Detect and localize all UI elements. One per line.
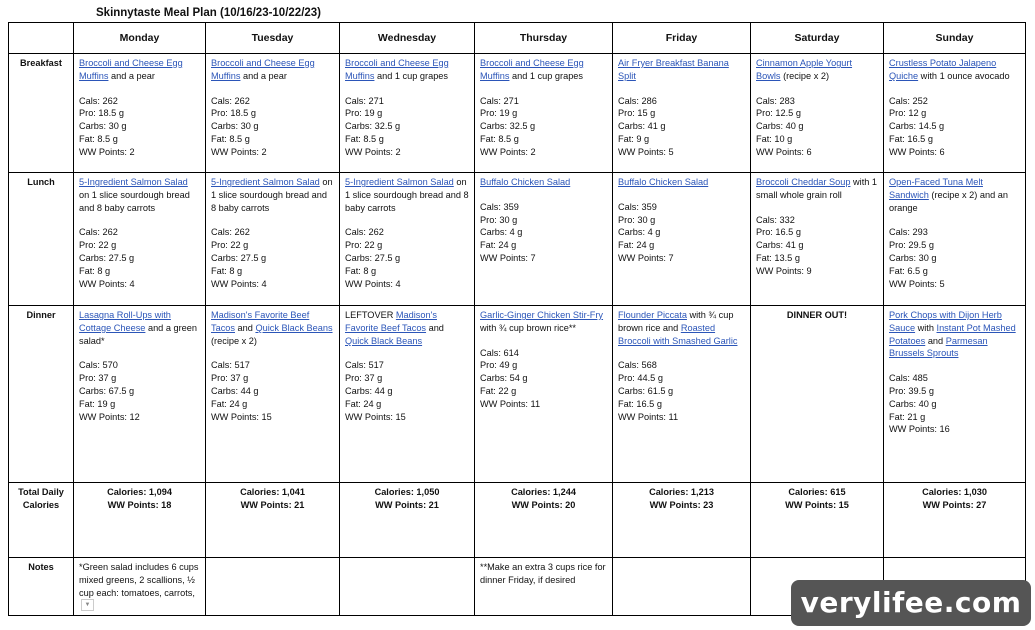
recipe-link[interactable]: Parmesan Brussels Sprouts — [889, 335, 988, 359]
row-label-dinner: Dinner — [9, 306, 74, 483]
breakfast-cell — [751, 54, 884, 173]
recipe-link[interactable]: Pork Chops with Dijon Herb Sauce — [889, 310, 1002, 333]
day-header: Sunday — [884, 23, 1026, 54]
row-label-breakfast: Breakfast — [9, 54, 74, 173]
nutrition-line: WW Points: 11 — [618, 411, 679, 422]
daily-ww-points: WW Points: 15 — [785, 499, 849, 510]
dinner-row — [9, 306, 1026, 483]
meal-description — [211, 57, 334, 83]
header-row — [9, 23, 1026, 54]
meal-description — [889, 176, 1020, 214]
dinner-cell — [884, 306, 1026, 483]
nutrition-line: Cals: 283 — [756, 95, 795, 106]
meal-description — [480, 176, 607, 189]
nutrition-line: WW Points: 7 — [618, 252, 674, 263]
note-cell — [613, 558, 751, 616]
daily-total-cell — [884, 483, 1026, 558]
nutrition-line: Fat: 10 g — [756, 133, 793, 144]
nutrition-line: WW Points: 9 — [756, 265, 812, 276]
lunch-cell — [884, 173, 1026, 306]
nutrition-line: Pro: 30 g — [480, 214, 518, 225]
daily-ww-points: WW Points: 20 — [511, 499, 576, 510]
nutrition-line: Carbs: 27.5 g — [345, 252, 401, 263]
nutrition-line: Carbs: 27.5 g — [79, 252, 135, 263]
nutrition-line: Pro: 49 g — [480, 360, 518, 371]
nutrition-line: Pro: 37 g — [211, 373, 249, 384]
nutrition-line: Pro: 12.5 g — [756, 108, 801, 119]
nutrition-stats — [756, 214, 878, 278]
nutrition-line: Cals: 517 — [345, 360, 384, 371]
recipe-link[interactable]: Quick Black Beans — [255, 322, 333, 333]
nutrition-line: WW Points: 16 — [889, 424, 950, 435]
daily-ww-points: WW Points: 23 — [649, 499, 714, 510]
daily-total-cell — [340, 483, 475, 558]
recipe-link[interactable]: 5-Ingredient Salmon Salad — [79, 177, 188, 187]
daily-calories: Calories: 1,030 — [922, 487, 987, 497]
dinner-cell — [613, 306, 751, 483]
nutrition-line: Carbs: 61.5 g — [618, 385, 674, 396]
nutrition-stats — [756, 95, 878, 159]
meal-description — [618, 57, 745, 83]
nutrition-line: Fat: 24 g — [618, 240, 655, 251]
daily-ww-points: WW Points: 27 — [922, 499, 987, 510]
nutrition-line: Pro: 19 g — [345, 108, 383, 119]
nutrition-line: Cals: 262 — [211, 227, 250, 238]
day-header: Saturday — [751, 23, 884, 54]
lunch-cell — [751, 173, 884, 306]
meal-text: and a pear — [108, 70, 155, 81]
daily-ww-points: WW Points: 21 — [375, 499, 439, 510]
nutrition-line: Cals: 359 — [618, 201, 657, 212]
nutrition-line: Pro: 18.5 g — [79, 108, 124, 119]
nutrition-line: Carbs: 30 g — [211, 121, 259, 132]
meal-description — [345, 57, 469, 83]
row-label-lunch: Lunch — [9, 173, 74, 306]
row-label-total: Total Daily Calories — [9, 483, 74, 558]
meal-text: and 1 cup grapes — [509, 70, 584, 81]
recipe-link[interactable]: Cinnamon Apple Yogurt Bowls — [756, 58, 853, 81]
breakfast-cell — [206, 54, 340, 173]
recipe-link[interactable]: Crustless Potato Jalapeno Quiche — [889, 58, 997, 81]
nutrition-line: WW Points: 4 — [211, 278, 267, 289]
day-header: Wednesday — [340, 23, 475, 54]
meal-text: with 1 small whole grain roll — [756, 177, 878, 200]
meal-text: LEFTOVER — [345, 310, 396, 320]
corner-cell — [9, 23, 74, 54]
note-text: *Green salad includes 6 cups mixed greens, 2 scallions, ½ cup each: tomatoes, carrots, — [79, 562, 199, 598]
meal-text: on 1 slice sourdough bread and 8 baby carrots — [345, 177, 469, 213]
nutrition-line: WW Points: 4 — [79, 278, 135, 289]
nutrition-line: Fat: 19 g — [79, 398, 116, 409]
recipe-link[interactable]: 5-Ingredient Salmon Salad — [211, 177, 320, 187]
nutrition-line: Pro: 15 g — [618, 108, 656, 119]
meal-description — [618, 176, 745, 189]
nutrition-stats — [889, 95, 1020, 159]
recipe-link[interactable]: Buffalo Chicken Salad — [480, 177, 571, 187]
meal-plan-table — [8, 22, 1026, 616]
nutrition-line: Cals: 332 — [756, 214, 795, 225]
meal-text: and — [426, 322, 444, 333]
meal-text: with ¾ cup brown rice** — [480, 322, 577, 333]
nutrition-line: Fat: 6.5 g — [889, 265, 928, 276]
nutrition-line: Cals: 570 — [79, 360, 118, 371]
meal-description — [79, 176, 200, 214]
meal-text: with 1 ounce avocado — [918, 70, 1010, 81]
total-row — [9, 483, 1026, 558]
lunch-cell — [613, 173, 751, 306]
meal-description — [756, 176, 878, 202]
nutrition-line: Cals: 262 — [345, 227, 384, 238]
nutrition-stats — [211, 359, 334, 423]
nutrition-stats — [618, 359, 745, 423]
lunch-cell — [475, 173, 613, 306]
recipe-link[interactable]: Instant Pot Mashed Potatoes — [889, 322, 1016, 346]
watermark: verylifee.com — [791, 580, 1031, 626]
daily-calories: Calories: 1,094 — [107, 487, 172, 497]
dinner-cell — [340, 306, 475, 483]
meal-text: and — [925, 335, 946, 346]
nutrition-line: Pro: 30 g — [618, 214, 656, 225]
page-title: Skinnytaste Meal Plan (10/16/23-10/22/23) — [96, 7, 322, 19]
nutrition-line: Carbs: 40 g — [889, 398, 937, 409]
breakfast-cell — [340, 54, 475, 173]
meal-description — [756, 57, 878, 83]
row-label-notes: Notes — [9, 558, 74, 616]
nutrition-line: Pro: 44.5 g — [618, 373, 663, 384]
nutrition-line: Fat: 16.5 g — [889, 133, 933, 144]
meal-text: on 1 slice sourdough bread and 8 baby carrots — [211, 177, 333, 213]
note-cell — [340, 558, 475, 616]
nutrition-line: Pro: 22 g — [345, 240, 383, 251]
day-header: Monday — [74, 23, 206, 54]
recipe-link[interactable]: Air Fryer Breakfast Banana Split — [618, 58, 729, 81]
note-cell — [74, 558, 206, 616]
nutrition-line: Carbs: 67.5 g — [79, 385, 135, 396]
nutrition-line: Carbs: 41 g — [618, 121, 666, 132]
nutrition-line: Fat: 8 g — [345, 265, 377, 276]
recipe-link[interactable]: Madison's Favorite Beef Tacos — [345, 310, 437, 333]
nutrition-line: Carbs: 41 g — [756, 240, 804, 251]
nutrition-stats — [211, 226, 334, 290]
nutrition-line: Carbs: 30 g — [889, 252, 937, 263]
nutrition-line: WW Points: 11 — [480, 398, 541, 409]
nutrition-line: WW Points: 5 — [889, 278, 945, 289]
recipe-link[interactable]: Broccoli and Cheese Egg Muffins — [79, 58, 183, 81]
nutrition-line: WW Points: 5 — [618, 146, 674, 157]
breakfast-cell — [884, 54, 1026, 173]
recipe-link[interactable]: Madison's Favorite Beef Tacos — [211, 310, 310, 333]
nutrition-line: Fat: 8.5 g — [211, 133, 250, 144]
nutrition-line: Fat: 8.5 g — [480, 133, 519, 144]
meal-text: and a pear — [240, 70, 287, 81]
nutrition-line: Carbs: 44 g — [211, 385, 259, 396]
nutrition-line: Fat: 24 g — [480, 240, 517, 251]
meal-description — [480, 309, 607, 335]
meal-description — [889, 57, 1020, 83]
chevron-down-icon[interactable]: ▼ — [81, 599, 94, 611]
lunch-cell — [206, 173, 340, 306]
nutrition-line: Cals: 286 — [618, 95, 657, 106]
nutrition-line: Carbs: 4 g — [480, 227, 523, 238]
meal-text: and — [235, 322, 256, 333]
lunch-row — [9, 173, 1026, 306]
nutrition-line: Fat: 8.5 g — [345, 133, 384, 144]
daily-total-cell — [475, 483, 613, 558]
nutrition-line: WW Points: 6 — [756, 146, 812, 157]
day-header: Thursday — [475, 23, 613, 54]
recipe-link[interactable]: Flounder Piccata — [618, 310, 687, 320]
nutrition-line: Cals: 271 — [345, 95, 384, 106]
nutrition-line: Cals: 252 — [889, 95, 928, 106]
nutrition-line: Pro: 16.5 g — [756, 227, 801, 238]
meal-text: (recipe x 2) and an orange — [889, 189, 1009, 213]
nutrition-line: Pro: 22 g — [211, 240, 249, 251]
nutrition-line: Cals: 262 — [211, 95, 250, 106]
nutrition-line: Pro: 18.5 g — [211, 108, 256, 119]
nutrition-line: Pro: 12 g — [889, 108, 927, 119]
breakfast-cell — [613, 54, 751, 173]
meal-text: (recipe x 2) — [780, 70, 830, 81]
day-header: Friday — [613, 23, 751, 54]
nutrition-line: Cals: 271 — [480, 95, 519, 106]
daily-total-cell — [74, 483, 206, 558]
nutrition-line: Pro: 37 g — [79, 373, 117, 384]
breakfast-cell — [475, 54, 613, 173]
nutrition-line: Pro: 37 g — [345, 373, 383, 384]
nutrition-stats — [79, 359, 200, 423]
nutrition-line: Pro: 22 g — [79, 240, 117, 251]
meal-text: and a green salad* — [79, 322, 198, 346]
lunch-cell — [74, 173, 206, 306]
nutrition-line: Pro: 29.5 g — [889, 240, 934, 251]
note-cell — [206, 558, 340, 616]
nutrition-stats — [345, 95, 469, 159]
nutrition-line: Fat: 24 g — [211, 398, 248, 409]
recipe-link[interactable]: Lasagna Roll-Ups with Cottage Cheese — [79, 310, 171, 333]
nutrition-line: Carbs: 44 g — [345, 385, 393, 396]
meal-text: and 1 cup grapes — [374, 70, 449, 81]
daily-calories: Calories: 1,050 — [374, 487, 440, 497]
nutrition-line: WW Points: 4 — [345, 278, 401, 289]
breakfast-cell — [74, 54, 206, 173]
nutrition-line: Carbs: 4 g — [618, 227, 661, 238]
nutrition-stats — [345, 359, 469, 423]
breakfast-row — [9, 54, 1026, 173]
meal-description — [79, 57, 200, 83]
nutrition-line: Cals: 262 — [79, 227, 118, 238]
meal-text: with — [915, 322, 937, 333]
nutrition-stats — [889, 226, 1020, 290]
meal-text: with ¾ cup brown rice and — [618, 310, 734, 333]
dinner-cell — [475, 306, 613, 483]
nutrition-line: Fat: 8 g — [79, 265, 111, 276]
nutrition-line: WW Points: 15 — [211, 411, 272, 422]
daily-total-cell — [751, 483, 884, 558]
nutrition-line: Carbs: 14.5 g — [889, 121, 945, 132]
daily-calories: Calories: 1,213 — [649, 487, 714, 497]
nutrition-line: Carbs: 30 g — [79, 121, 127, 132]
nutrition-line: Cals: 568 — [618, 360, 657, 371]
nutrition-line: Cals: 359 — [480, 201, 519, 212]
meal-text: (recipe x 2) — [211, 335, 257, 346]
meal-text: on 1 slice sourdough bread and 8 baby carrots — [79, 189, 190, 213]
nutrition-line: Carbs: 27.5 g — [211, 252, 267, 263]
nutrition-stats — [618, 95, 745, 159]
daily-ww-points: WW Points: 18 — [107, 499, 172, 510]
nutrition-line: Cals: 614 — [480, 347, 519, 358]
meal-description — [211, 309, 334, 347]
day-header: Tuesday — [206, 23, 340, 54]
nutrition-stats — [480, 201, 607, 265]
meal-description — [211, 176, 334, 214]
recipe-link[interactable]: Broccoli Cheddar Soup — [756, 177, 851, 187]
daily-total-cell — [206, 483, 340, 558]
nutrition-line: Cals: 293 — [889, 227, 928, 238]
meal-description — [889, 309, 1020, 360]
nutrition-line: Fat: 16.5 g — [618, 398, 662, 409]
daily-calories: Calories: 1,244 — [511, 487, 576, 497]
nutrition-line: Fat: 22 g — [480, 385, 517, 396]
meal-description — [345, 176, 469, 214]
lunch-cell — [340, 173, 475, 306]
recipe-link[interactable]: 5-Ingredient Salmon Salad — [345, 177, 454, 187]
nutrition-line: Carbs: 32.5 g — [345, 121, 401, 132]
dinner-cell — [74, 306, 206, 483]
nutrition-stats — [345, 226, 469, 290]
daily-calories: Calories: 1,041 — [240, 487, 305, 497]
nutrition-line: Cals: 485 — [889, 373, 928, 384]
nutrition-line: Carbs: 40 g — [756, 121, 804, 132]
daily-calories: Calories: 615 — [788, 487, 846, 497]
nutrition-stats — [618, 201, 745, 265]
meal-description — [79, 309, 200, 347]
nutrition-line: Fat: 13.5 g — [756, 252, 800, 263]
dinner-out-label: DINNER OUT! — [751, 306, 884, 483]
note-cell — [475, 558, 613, 616]
nutrition-line: Fat: 8.5 g — [79, 133, 118, 144]
nutrition-line: WW Points: 6 — [889, 146, 945, 157]
nutrition-line: Fat: 21 g — [889, 411, 926, 422]
nutrition-line: WW Points: 7 — [480, 252, 536, 263]
note-text: **Make an extra 3 cups rice for dinner Friday, if desired — [480, 562, 606, 585]
nutrition-stats — [480, 95, 607, 159]
nutrition-line: Cals: 517 — [211, 360, 250, 371]
meal-description — [618, 309, 745, 347]
nutrition-stats — [79, 95, 200, 159]
nutrition-stats — [211, 95, 334, 159]
recipe-link[interactable]: Roasted Broccoli with Smashed Garlic — [618, 322, 738, 346]
recipe-link[interactable]: Broccoli and Cheese Egg Muffins — [211, 58, 315, 81]
daily-total-cell — [613, 483, 751, 558]
daily-ww-points: WW Points: 21 — [240, 499, 305, 510]
nutrition-line: WW Points: 2 — [345, 146, 401, 157]
nutrition-line: WW Points: 2 — [79, 146, 135, 157]
nutrition-line: Cals: 262 — [79, 95, 118, 106]
recipe-link[interactable]: Buffalo Chicken Salad — [618, 177, 709, 187]
nutrition-line: Carbs: 32.5 g — [480, 121, 536, 132]
meal-description — [480, 57, 607, 83]
recipe-link[interactable]: Quick Black Beans — [345, 335, 423, 346]
nutrition-line: Fat: 8 g — [211, 265, 243, 276]
recipe-link[interactable]: Broccoli and Cheese Egg Muffins — [480, 58, 584, 81]
nutrition-stats — [79, 226, 200, 290]
nutrition-line: Fat: 24 g — [345, 398, 382, 409]
nutrition-line: Pro: 19 g — [480, 108, 518, 119]
nutrition-line: Carbs: 54 g — [480, 373, 528, 384]
nutrition-stats — [480, 347, 607, 411]
nutrition-line: WW Points: 2 — [480, 146, 536, 157]
nutrition-line: WW Points: 15 — [345, 411, 406, 422]
recipe-link[interactable]: Garlic-Ginger Chicken Stir-Fry — [480, 310, 604, 320]
dinner-cell — [206, 306, 340, 483]
meal-description — [345, 309, 469, 347]
nutrition-line: WW Points: 12 — [79, 411, 140, 422]
nutrition-stats — [889, 372, 1020, 436]
recipe-link[interactable]: Open-Faced Tuna Melt Sandwich — [889, 177, 983, 200]
nutrition-line: Pro: 39.5 g — [889, 385, 934, 396]
nutrition-line: WW Points: 2 — [211, 146, 267, 157]
recipe-link[interactable]: Broccoli and Cheese Egg Muffins — [345, 58, 449, 81]
nutrition-line: Fat: 9 g — [618, 133, 650, 144]
